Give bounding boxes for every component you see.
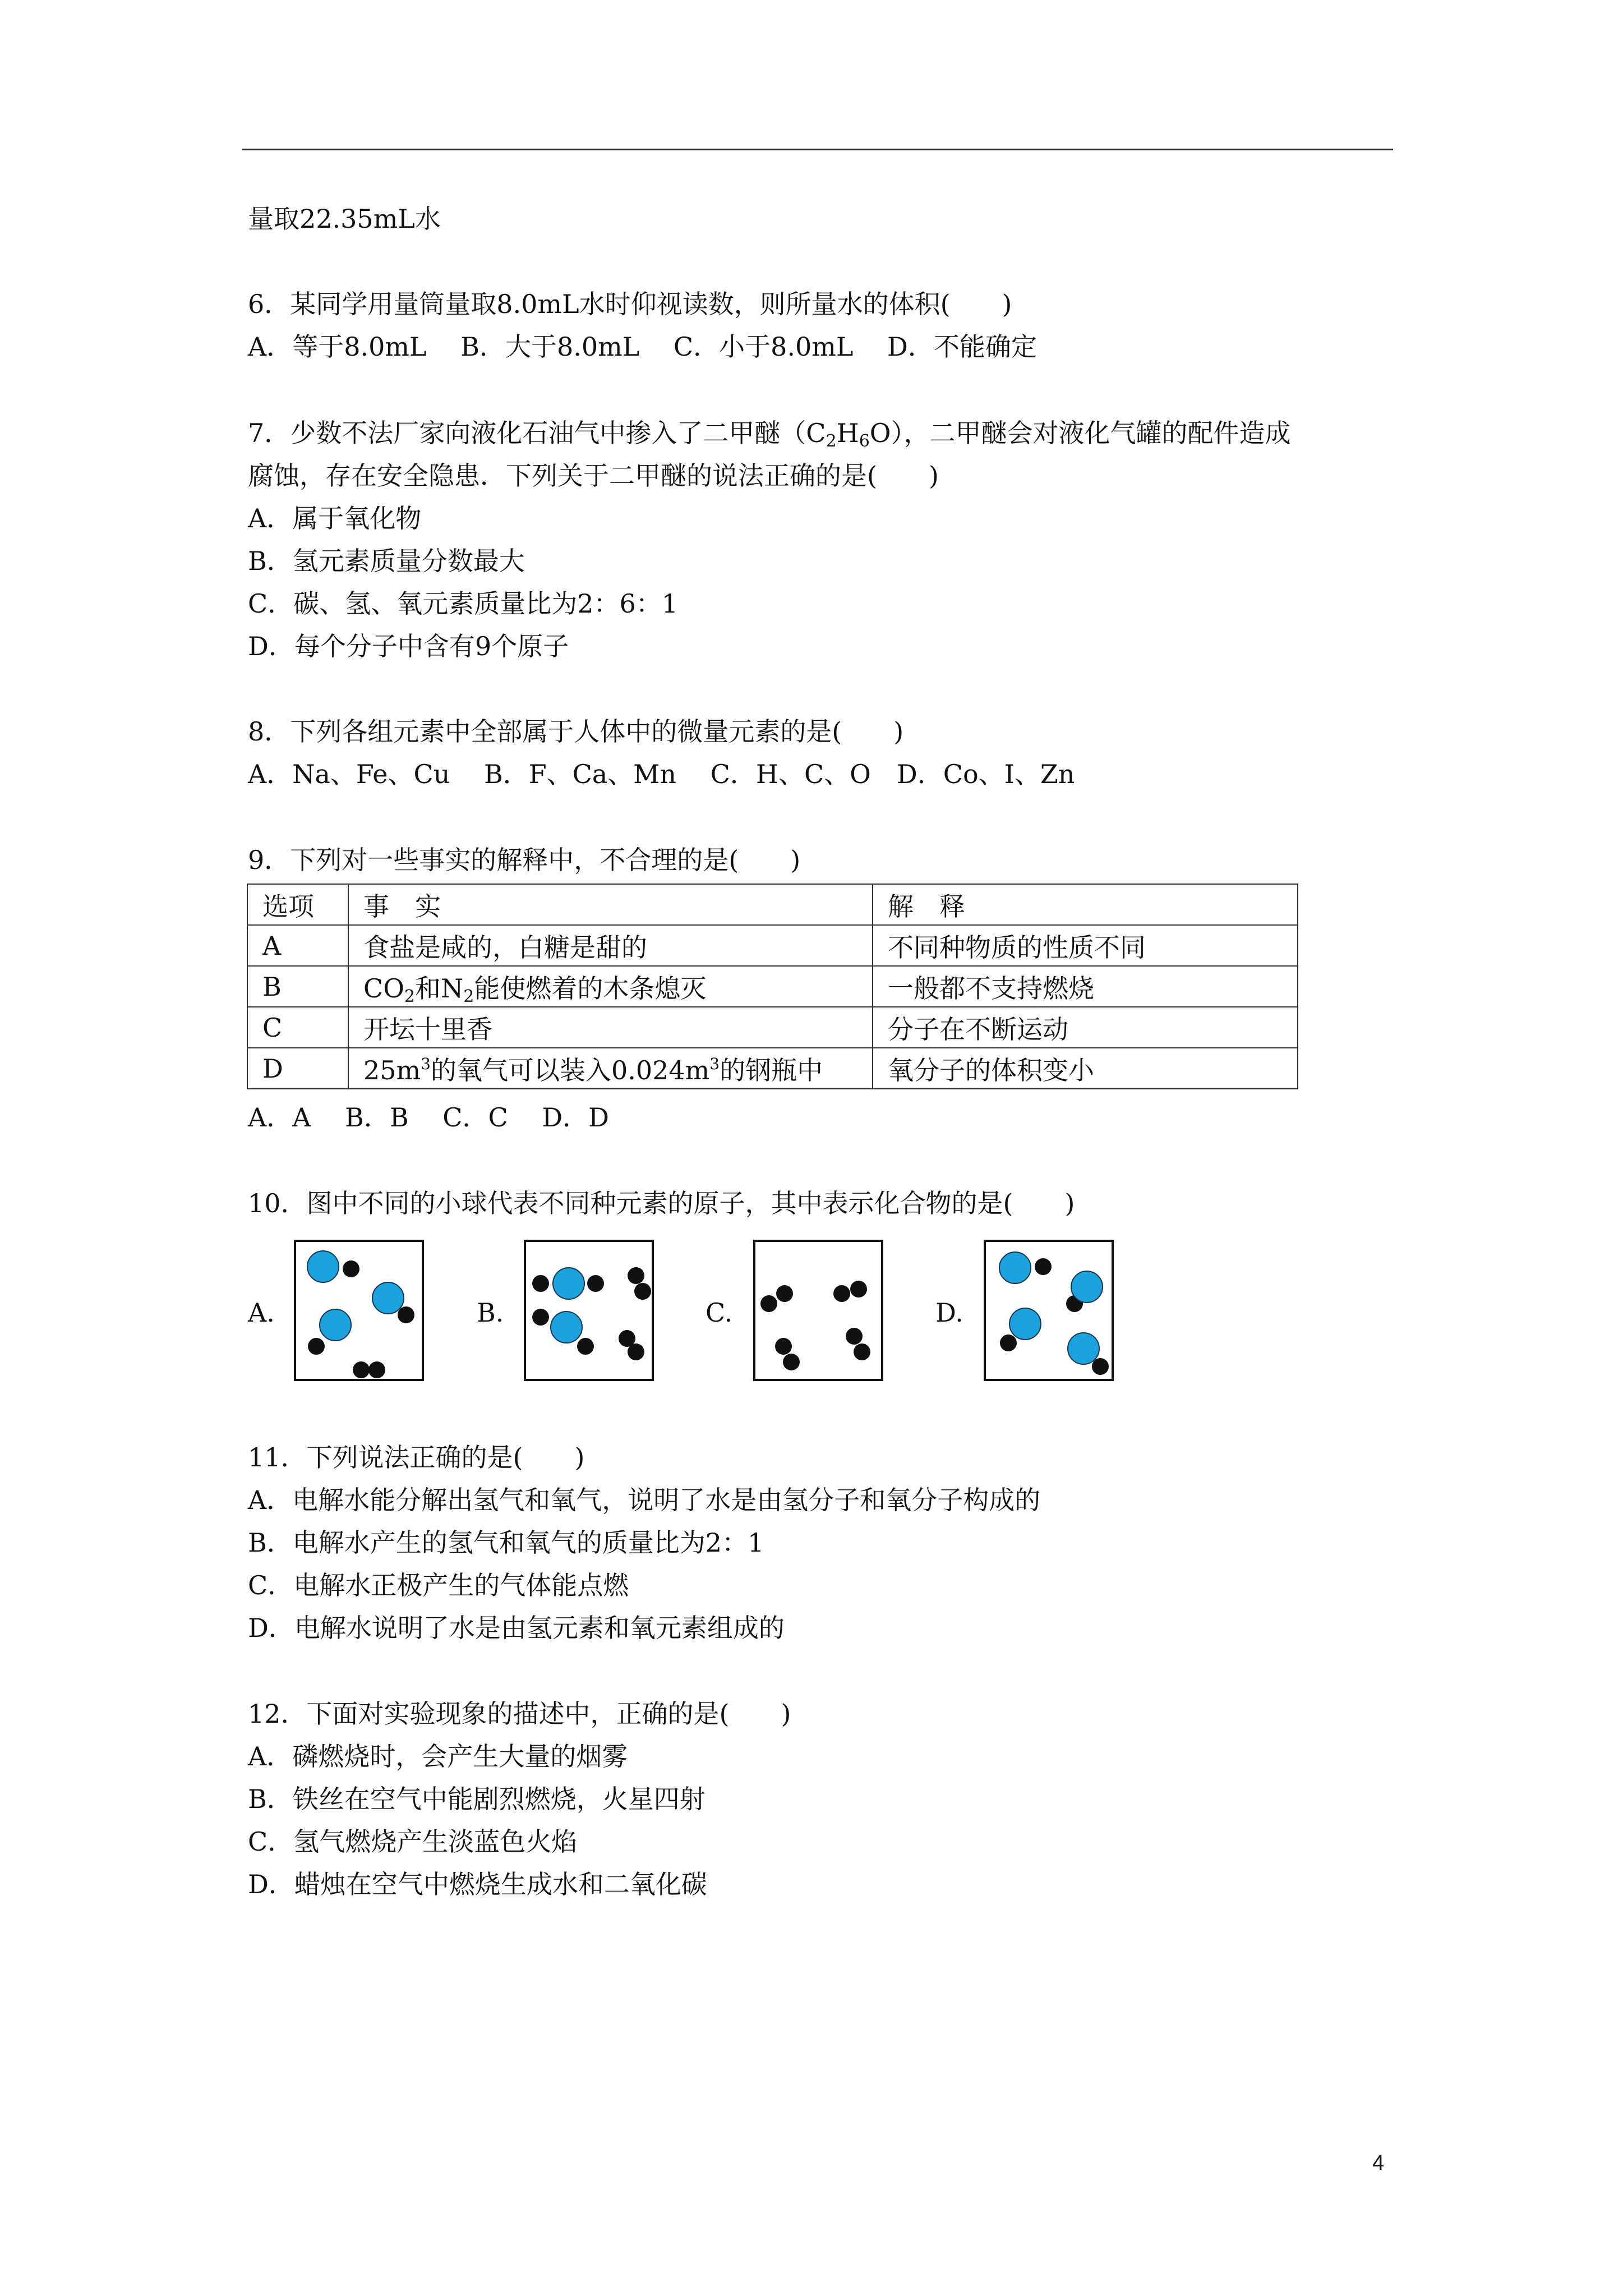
large-atom (372, 1282, 404, 1314)
row-fact: 开坛十里香 (348, 1007, 873, 1048)
large-atom (1071, 1271, 1103, 1303)
small-atom (833, 1285, 850, 1302)
row-option: B (247, 966, 348, 1007)
q7-stem-line2: 腐蚀，存在安全隐患．下列关于二甲醚的说法正确的是( ) (248, 461, 939, 491)
small-atom (532, 1275, 549, 1292)
small-atom (353, 1361, 370, 1378)
small-atom (628, 1267, 644, 1284)
small-atom (850, 1281, 867, 1297)
particle-figure-a (294, 1240, 424, 1381)
q7-stem-line1: 7．少数不法厂家向液化石油气中掺入了二甲醚$(C_2H_6O)$，二甲醚会对液化气罐的配件造成 (248, 418, 1291, 451)
row-option: A (247, 925, 348, 966)
q11-option-c: C．电解水正极产生的气体能点燃 (248, 1570, 629, 1600)
small-atom (577, 1338, 594, 1355)
large-atom (320, 1309, 351, 1341)
small-atom (398, 1306, 414, 1323)
q7-option-c: C．碳、氢、氧元素质量比为2：6：1 (248, 588, 678, 619)
q12-stem: 12．下面对实验现象的描述中，正确的是( ) (248, 1699, 791, 1729)
large-atom (553, 1268, 584, 1299)
q7-option-d: D．每个分子中含有9个原子 (248, 631, 569, 661)
table-row (247, 1048, 1298, 1089)
large-atom (551, 1312, 582, 1343)
figure-label-b: B. (477, 1297, 504, 1328)
q7-option-b: B．氢元素质量分数最大 (248, 546, 525, 576)
row-fact: $CO_2$和$N_2$能使燃着的木条熄灭 (348, 966, 873, 1007)
small-atom (854, 1343, 870, 1360)
small-atom (760, 1295, 777, 1312)
small-atom (783, 1354, 800, 1370)
small-atom (343, 1260, 359, 1277)
small-atom (846, 1328, 863, 1345)
q6-stem: 6．某同学用量筒量取8.0mL水时仰视读数，则所量水的体积( ) (248, 289, 1012, 319)
large-atom (1009, 1308, 1041, 1340)
header-fact: 事 实 (348, 884, 873, 925)
figure-label-d: D. (935, 1297, 963, 1328)
large-atom (1068, 1333, 1099, 1364)
small-atom (587, 1275, 604, 1292)
row-explanation: 氧分子的体积变小 (873, 1048, 1298, 1089)
small-atom (634, 1283, 651, 1300)
row-option: C (247, 1007, 348, 1048)
q9-stem: 9．下列对一些事实的解释中，不合理的是( ) (248, 845, 801, 875)
header-rule (242, 149, 1393, 150)
row-fact: $25m^3$的氧气可以装入$0.024m^3$的钢瓶中 (348, 1048, 873, 1089)
particle-figure-c (753, 1240, 883, 1381)
figure-label-c: C. (706, 1297, 733, 1328)
table-header-row (247, 884, 1298, 925)
q7-option-a: A．属于氧化物 (248, 503, 422, 533)
small-atom (308, 1338, 325, 1355)
q11-option-a: A．电解水能分解出氢气和氧气，说明了水是由氢分子和氧分子构成的 (248, 1485, 1041, 1515)
q12-option-b: B．铁丝在空气中能剧烈燃烧，火星四射 (248, 1784, 706, 1814)
table-row (247, 1007, 1298, 1048)
row-fact: 食盐是咸的，白糖是甜的 (348, 925, 873, 966)
header-option: 选项 (247, 884, 348, 925)
q11-stem: 11．下列说法正确的是( ) (248, 1442, 585, 1473)
q11-option-d: D．电解水说明了水是由氢元素和氧元素组成的 (248, 1613, 785, 1643)
table-row (247, 925, 1298, 966)
small-atom (368, 1361, 385, 1378)
q9-table (247, 884, 1298, 1089)
small-atom (775, 1338, 792, 1355)
row-option: D (247, 1048, 348, 1089)
q12-option-c: C．氢气燃烧产生淡蓝色火焰 (248, 1826, 578, 1857)
small-atom (1092, 1358, 1109, 1375)
small-atom (776, 1285, 793, 1302)
row-explanation: 分子在不断运动 (873, 1007, 1298, 1048)
q9-options: A．A B．B C．C D．D (248, 1102, 610, 1133)
table-row (247, 966, 1298, 1007)
row-explanation: 不同种物质的性质不同 (873, 925, 1298, 966)
q11-option-b: B．电解水产生的氢气和氧气的质量比为2：1 (248, 1527, 764, 1558)
q12-option-a: A．磷燃烧时，会产生大量的烟雾 (248, 1741, 628, 1772)
particle-figure-d (984, 1240, 1114, 1381)
small-atom (1035, 1258, 1052, 1275)
q8-options: A．Na、Fe、Cu B．F、Ca、Mn C．H、C、O D．Co、I、Zn (248, 759, 1075, 789)
figure-label-a: A. (248, 1297, 275, 1328)
q12-option-d: D．蜡烛在空气中燃烧生成水和二氧化碳 (248, 1869, 707, 1899)
small-atom (532, 1309, 549, 1326)
small-atom (628, 1343, 644, 1360)
q10-stem: 10．图中不同的小球代表不同种元素的原子，其中表示化合物的是( ) (248, 1188, 1075, 1218)
header-explanation: 解 释 (873, 884, 1298, 925)
particle-figure-b (524, 1240, 654, 1381)
continued-text: 量取22.35mL水 (248, 204, 441, 234)
small-atom (1000, 1335, 1017, 1351)
q6-options: A．等于8.0mL B．大于8.0mL C．小于8.0mL D．不能确定 (248, 332, 1037, 362)
large-atom (999, 1252, 1031, 1283)
row-explanation: 一般都不支持燃烧 (873, 966, 1298, 1007)
page-number: 4 (1372, 2151, 1385, 2175)
large-atom (307, 1251, 339, 1282)
q8-stem: 8．下列各组元素中全部属于人体中的微量元素的是( ) (248, 716, 904, 747)
